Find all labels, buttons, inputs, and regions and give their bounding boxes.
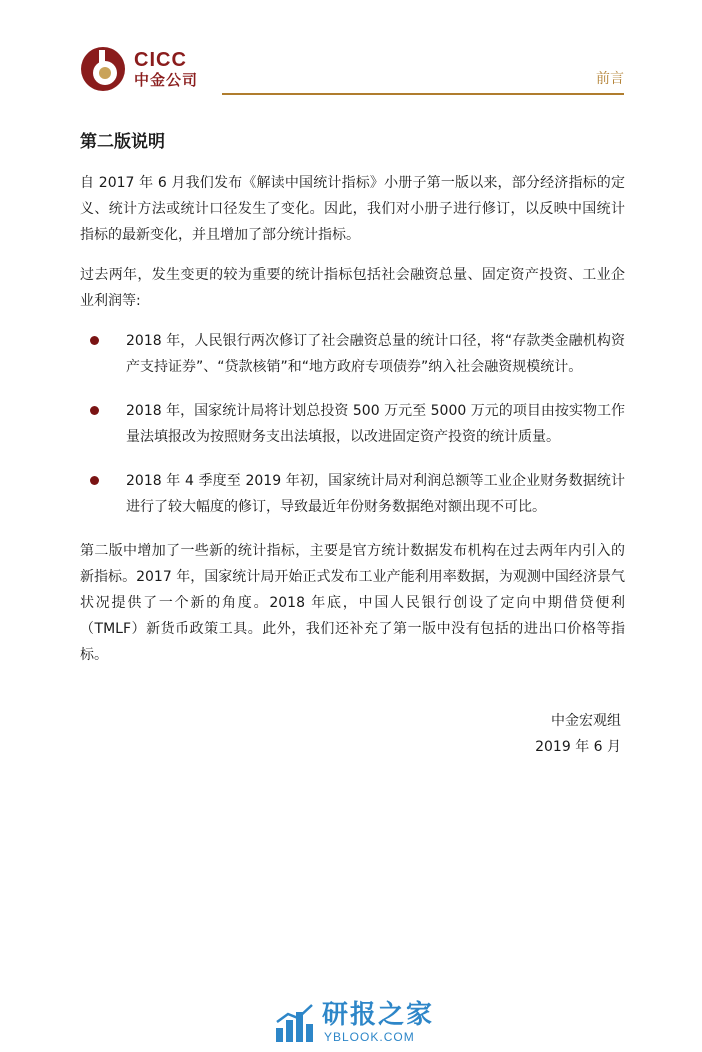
list-item-text: 2018 年，人民银行两次修订了社会融资总量的统计口径，将“存款类金融机构资产支持证券”、“贷款核销”和“地方政府专项债券”纳入社会融资规模统计。 [126,333,625,375]
page-header [0,0,702,100]
section-label: 前言 [596,71,624,87]
watermark [274,1000,464,1048]
bullet-icon [90,406,99,415]
header-divider [222,93,624,95]
list-item [80,468,625,520]
signature [80,708,625,760]
watermark-text-en: YBLOOK.COM [324,1030,415,1044]
list-item [80,328,625,380]
watermark-text-cn: 研报之家 [322,1000,435,1030]
cicc-logo-icon [80,46,126,92]
logo-text-en: CICC [134,49,187,71]
logo-text-cn: 中金公司 [134,71,199,89]
intro-paragraph: 自 2017 年 6 月我们发布《解读中国统计指标》小册子第一版以来，部分经济指标的定义、统计方法或统计口径发生了变化。因此，我们对小册子进行修订，以反映中国统计指标的最新变化，并且增加了部分统计指标。 [80,175,625,243]
changes-list [80,328,625,520]
new-indicators-paragraph: 第二版中增加了一些新的统计指标，主要是官方统计数据发布机构在过去两年内引入的新指标。2017 年，国家统计局开始正式发布工业产能利用率数据，为观测中国经济景气状况提供了一个新的角度。2018 年底，中国人民银行创设了定向中期借贷便利（TMLF）新货币政策工具。此外，我们还补充了第一版中没有包括的进出口价格等指标。 [80,543,625,663]
page-title: 第二版说明 [80,132,165,152]
signature-date: 2019 年 6 月 [535,739,621,755]
changes-paragraph: 过去两年，发生变更的较为重要的统计指标包括社会融资总量、固定资产投资、工业企业利润等: [80,267,625,309]
bullet-icon [90,476,99,485]
signature-org: 中金宏观组 [551,713,621,729]
bar-chart-icon [274,1002,316,1044]
bullet-icon [90,336,99,345]
list-item [80,398,625,450]
list-item-text: 2018 年，国家统计局将计划总投资 500 万元至 5000 万元的项目由按实物工作量法填报改为按照财务支出法填报，以改进固定资产投资的统计质量。 [126,403,625,445]
list-item-text: 2018 年 4 季度至 2019 年初，国家统计局对利润总额等工业企业财务数据统计进行了较大幅度的修订，导致最近年份财务数据绝对额出现不可比。 [126,473,625,515]
main-content [80,130,625,760]
